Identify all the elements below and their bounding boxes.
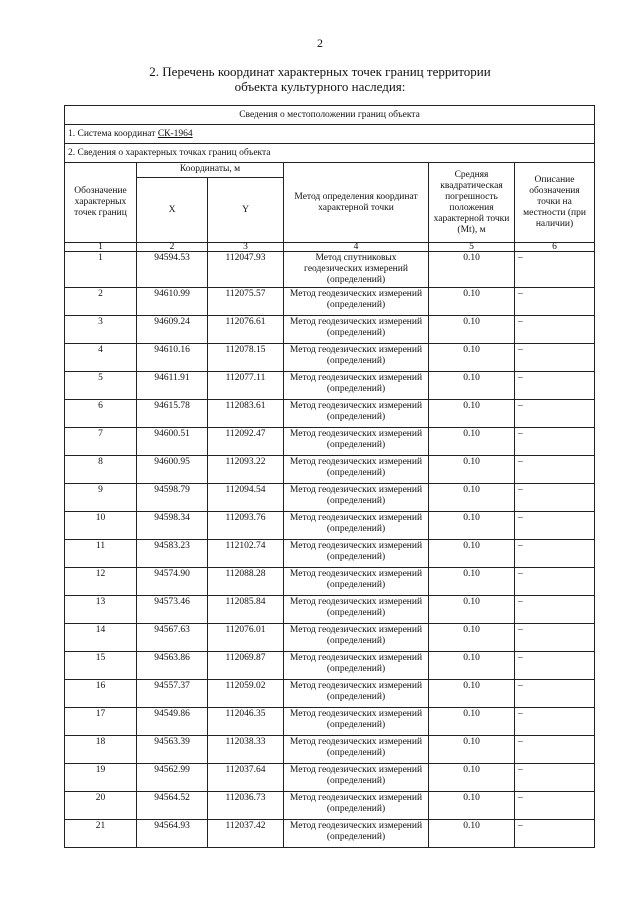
x-coordinate-cell: 94563.86: [137, 652, 208, 680]
x-coordinate-cell: 94610.99: [137, 288, 208, 316]
x-coordinate-cell: 94600.51: [137, 428, 208, 456]
method-cell: Метод геодезических измерений (определений): [284, 456, 429, 484]
y-coordinate-cell: 112088.28: [208, 568, 284, 596]
accuracy-cell: 0.10: [429, 484, 515, 512]
x-coordinate-cell: 94611.91: [137, 372, 208, 400]
table-row: [65, 484, 595, 512]
method-cell: Метод геодезических измерений (определений): [284, 428, 429, 456]
x-coordinate-cell: 94583.23: [137, 540, 208, 568]
accuracy-cell: 0.10: [429, 624, 515, 652]
table-row: [65, 736, 595, 764]
point-number-cell: 9: [65, 484, 137, 512]
col-y-header: Y: [208, 178, 284, 243]
y-coordinate-cell: 112075.57: [208, 288, 284, 316]
col-x-header: X: [137, 178, 208, 243]
coord-system-label: 1. Система координат: [68, 128, 158, 139]
accuracy-cell: 0.10: [429, 764, 515, 792]
description-cell: –: [515, 512, 595, 540]
x-coordinate-cell: 94562.99: [137, 764, 208, 792]
description-cell: –: [515, 484, 595, 512]
point-number-cell: 1: [65, 252, 137, 288]
title-line-2: объекта культурного наследия:: [234, 79, 406, 94]
title-line-1: 2. Перечень координат характерных точек границ территории: [149, 64, 491, 79]
point-number-cell: 11: [65, 540, 137, 568]
table-row: [65, 568, 595, 596]
table-row: [65, 456, 595, 484]
coord-system-row: [65, 125, 595, 144]
accuracy-cell: 0.10: [429, 708, 515, 736]
table-row: [65, 596, 595, 624]
description-cell: –: [515, 596, 595, 624]
x-coordinate-cell: 94563.39: [137, 736, 208, 764]
col-index-cell: 3: [208, 243, 284, 252]
x-coordinate-cell: 94564.93: [137, 820, 208, 848]
method-cell: Метод геодезических измерений (определений): [284, 792, 429, 820]
y-coordinate-cell: 112037.64: [208, 764, 284, 792]
x-coordinate-cell: 94549.86: [137, 708, 208, 736]
point-number-cell: 6: [65, 400, 137, 428]
table-row: [65, 708, 595, 736]
y-coordinate-cell: 112037.42: [208, 820, 284, 848]
y-coordinate-cell: 112094.54: [208, 484, 284, 512]
point-number-cell: 2: [65, 288, 137, 316]
method-cell: Метод геодезических измерений (определений): [284, 316, 429, 344]
table-row: [65, 792, 595, 820]
description-cell: –: [515, 680, 595, 708]
description-cell: –: [515, 456, 595, 484]
coordinates-table: [64, 105, 595, 848]
point-number-cell: 19: [65, 764, 137, 792]
description-cell: –: [515, 344, 595, 372]
method-cell: Метод геодезических измерений (определений): [284, 400, 429, 428]
method-cell: Метод геодезических измерений (определений): [284, 568, 429, 596]
table-row: [65, 316, 595, 344]
description-cell: –: [515, 252, 595, 288]
y-coordinate-cell: 112085.84: [208, 596, 284, 624]
description-cell: –: [515, 316, 595, 344]
y-coordinate-cell: 112083.61: [208, 400, 284, 428]
table-row: [65, 652, 595, 680]
coord-system-value: СК-1964: [157, 128, 193, 139]
table-row: [65, 764, 595, 792]
accuracy-cell: 0.10: [429, 736, 515, 764]
method-cell: Метод спутниковых геодезических измерений (определений): [284, 252, 429, 288]
accuracy-cell: 0.10: [429, 652, 515, 680]
accuracy-cell: 0.10: [429, 428, 515, 456]
point-number-cell: 8: [65, 456, 137, 484]
y-coordinate-cell: 112076.01: [208, 624, 284, 652]
table-row: [65, 512, 595, 540]
y-coordinate-cell: 112036.73: [208, 792, 284, 820]
x-coordinate-cell: 94574.90: [137, 568, 208, 596]
accuracy-cell: 0.10: [429, 680, 515, 708]
accuracy-cell: 0.10: [429, 596, 515, 624]
point-number-cell: 7: [65, 428, 137, 456]
method-cell: Метод геодезических измерений (определений): [284, 652, 429, 680]
accuracy-cell: 0.10: [429, 344, 515, 372]
accuracy-cell: 0.10: [429, 288, 515, 316]
accuracy-cell: 0.10: [429, 252, 515, 288]
y-coordinate-cell: 112047.93: [208, 252, 284, 288]
accuracy-cell: 0.10: [429, 316, 515, 344]
table-row: [65, 344, 595, 372]
description-cell: –: [515, 568, 595, 596]
col-designation-header: Обозначение характерных точек границ: [65, 163, 137, 243]
accuracy-cell: 0.10: [429, 820, 515, 848]
method-cell: Метод геодезических измерений (определений): [284, 708, 429, 736]
method-cell: Метод геодезических измерений (определений): [284, 372, 429, 400]
method-cell: Метод геодезических измерений (определений): [284, 344, 429, 372]
point-number-cell: 4: [65, 344, 137, 372]
point-number-cell: 16: [65, 680, 137, 708]
point-number-cell: 17: [65, 708, 137, 736]
accuracy-cell: 0.10: [429, 568, 515, 596]
y-coordinate-cell: 112077.11: [208, 372, 284, 400]
method-cell: Метод геодезических измерений (определений): [284, 484, 429, 512]
accuracy-cell: 0.10: [429, 540, 515, 568]
method-cell: Метод геодезических измерений (определений): [284, 820, 429, 848]
method-cell: Метод геодезических измерений (определений): [284, 624, 429, 652]
x-coordinate-cell: 94610.16: [137, 344, 208, 372]
method-cell: Метод геодезических измерений (определений): [284, 540, 429, 568]
x-coordinate-cell: 94567.63: [137, 624, 208, 652]
description-cell: –: [515, 400, 595, 428]
description-cell: –: [515, 736, 595, 764]
table-row: [65, 540, 595, 568]
x-coordinate-cell: 94615.78: [137, 400, 208, 428]
col-coordinates-header: Координаты, м: [137, 163, 284, 178]
accuracy-cell: 0.10: [429, 456, 515, 484]
point-number-cell: 14: [65, 624, 137, 652]
point-number-cell: 18: [65, 736, 137, 764]
col-index-cell: 4: [284, 243, 429, 252]
point-number-cell: 10: [65, 512, 137, 540]
table-row: [65, 624, 595, 652]
column-index-row: [65, 243, 595, 252]
x-coordinate-cell: 94598.34: [137, 512, 208, 540]
description-cell: –: [515, 288, 595, 316]
description-cell: –: [515, 820, 595, 848]
x-coordinate-cell: 94600.95: [137, 456, 208, 484]
col-index-cell: 1: [65, 243, 137, 252]
col-method-header: Метод определения координат характерной точки: [284, 163, 429, 243]
y-coordinate-cell: 112078.15: [208, 344, 284, 372]
y-coordinate-cell: 112092.47: [208, 428, 284, 456]
y-coordinate-cell: 112093.76: [208, 512, 284, 540]
accuracy-cell: 0.10: [429, 512, 515, 540]
y-coordinate-cell: 112046.35: [208, 708, 284, 736]
y-coordinate-cell: 112076.61: [208, 316, 284, 344]
x-coordinate-cell: 94573.46: [137, 596, 208, 624]
y-coordinate-cell: 112093.22: [208, 456, 284, 484]
point-number-cell: 3: [65, 316, 137, 344]
description-cell: –: [515, 428, 595, 456]
method-cell: Метод геодезических измерений (определений): [284, 764, 429, 792]
table-row: [65, 288, 595, 316]
col-accuracy-header: Средняя квадратическая погрешность положения характерной точки (Mt), м: [429, 163, 515, 243]
points-header: 2. Сведения о характерных точках границ объекта: [65, 144, 595, 163]
point-number-cell: 21: [65, 820, 137, 848]
x-coordinate-cell: 94609.24: [137, 316, 208, 344]
document-title: [60, 64, 580, 94]
col-description-header: Описание обозначения точки на местности (при наличии): [515, 163, 595, 243]
x-coordinate-cell: 94564.52: [137, 792, 208, 820]
x-coordinate-cell: 94557.37: [137, 680, 208, 708]
point-number-cell: 20: [65, 792, 137, 820]
description-cell: –: [515, 764, 595, 792]
y-coordinate-cell: 112102.74: [208, 540, 284, 568]
col-index-cell: 2: [137, 243, 208, 252]
method-cell: Метод геодезических измерений (определений): [284, 288, 429, 316]
col-index-cell: 6: [515, 243, 595, 252]
table-row: [65, 680, 595, 708]
table-row: [65, 400, 595, 428]
point-number-cell: 15: [65, 652, 137, 680]
description-cell: –: [515, 372, 595, 400]
method-cell: Метод геодезических измерений (определений): [284, 512, 429, 540]
point-number-cell: 5: [65, 372, 137, 400]
method-cell: Метод геодезических измерений (определений): [284, 680, 429, 708]
col-index-cell: 5: [429, 243, 515, 252]
description-cell: –: [515, 540, 595, 568]
page-number: 2: [317, 36, 323, 50]
description-cell: –: [515, 708, 595, 736]
description-cell: –: [515, 792, 595, 820]
point-number-cell: 12: [65, 568, 137, 596]
method-cell: Метод геодезических измерений (определений): [284, 596, 429, 624]
description-cell: –: [515, 624, 595, 652]
y-coordinate-cell: 112059.02: [208, 680, 284, 708]
table-row: [65, 820, 595, 848]
accuracy-cell: 0.10: [429, 792, 515, 820]
accuracy-cell: 0.10: [429, 372, 515, 400]
method-cell: Метод геодезических измерений (определений): [284, 736, 429, 764]
y-coordinate-cell: 112038.33: [208, 736, 284, 764]
section-header: Сведения о местоположении границ объекта: [65, 106, 595, 125]
table-row: [65, 252, 595, 288]
accuracy-cell: 0.10: [429, 400, 515, 428]
y-coordinate-cell: 112069.87: [208, 652, 284, 680]
table-row: [65, 372, 595, 400]
description-cell: –: [515, 652, 595, 680]
x-coordinate-cell: 94594.53: [137, 252, 208, 288]
x-coordinate-cell: 94598.79: [137, 484, 208, 512]
table-row: [65, 428, 595, 456]
point-number-cell: 13: [65, 596, 137, 624]
